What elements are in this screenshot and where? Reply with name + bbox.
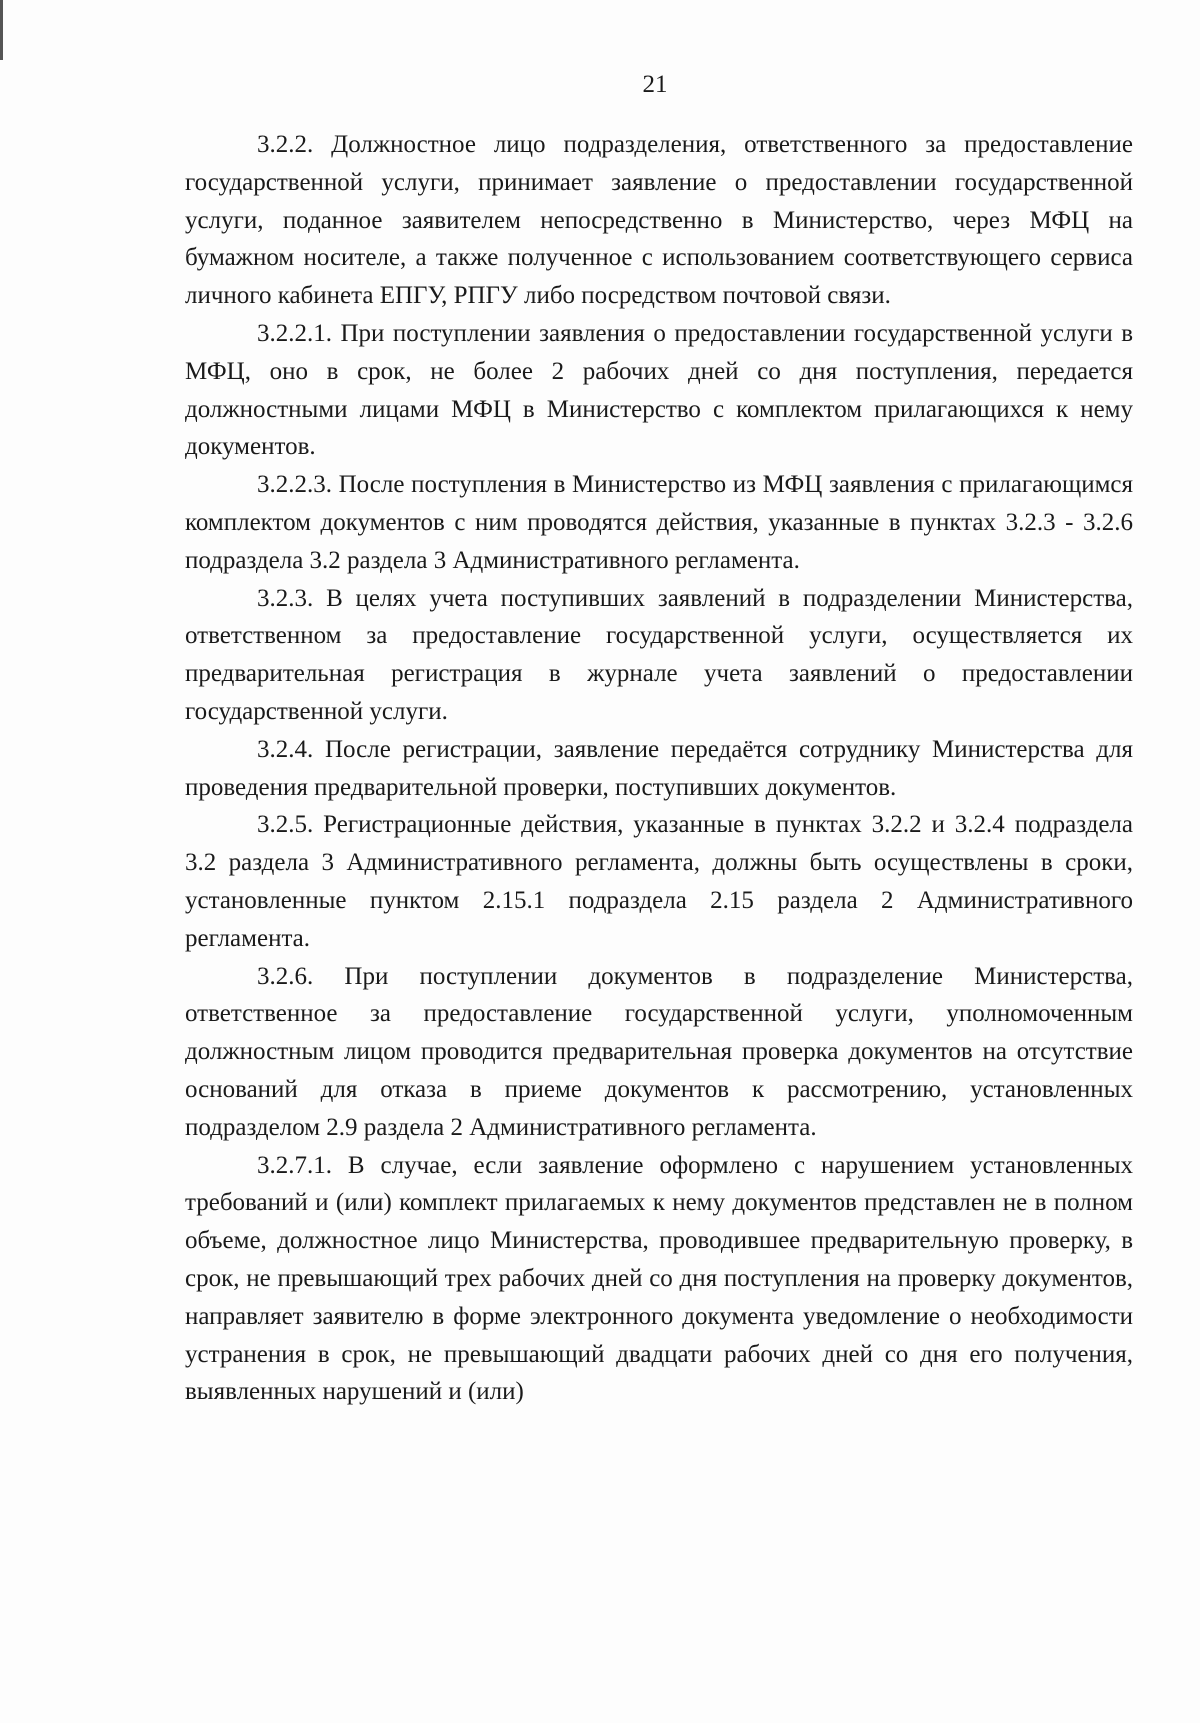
paragraph-3-2-2-1: 3.2.2.1. При поступлении заявления о предоставлении государственной услуги в МФЦ, оно в срок, не более 2 рабочих дней со дня поступления, передается должностными лицами МФЦ в Министерство с комплектом прилагающихся к нему документов. [185, 319, 1133, 461]
document-body [185, 126, 1133, 1411]
paragraph-3-2-3: 3.2.3. В целях учета поступивших заявлений в подразделении Министерства, ответственном за предоставление государственной услуги, осуществляется их предварительная регистрация в журнале учета заявлений о предоставлении государственной услуги. [185, 584, 1133, 725]
paragraph-3-2-5: 3.2.5. Регистрационные действия, указанные в пунктах 3.2.2 и 3.2.4 подраздела 3.2 раздела 3 Административного регламента, должны быть осуществлены в сроки, установленные пунктом 2.15.1 подраздела 2.15 раздела 2 Административного регламента. [185, 811, 1133, 952]
scan-edge-mark [0, 0, 3, 60]
paragraph-3-2-4: 3.2.4. После регистрации, заявление передаётся сотруднику Министерства для проведения предварительной проверки, поступивших документов. [185, 735, 1133, 801]
page-number: 21 [642, 71, 668, 98]
paragraph-3-2-2-3: 3.2.2.3. После поступления в Министерство из МФЦ заявления с прилагающимся комплектом документов с ним проводятся действия, указанные в пунктах 3.2.3 - 3.2.6 подраздела 3.2 раздела 3 Административного регламента. [185, 471, 1133, 574]
paragraph-3-2-6: 3.2.6. При поступлении документов в подразделение Министерства, ответственное за предоставление государственной услуги, уполномоченным должностным лицом проводится предварительная проверка документов на отсутствие оснований для отказа в приеме документов к рассмотрению, установленных подразделом 2.9 раздела 2 Административного регламента. [185, 962, 1133, 1141]
paragraph-3-2-2: 3.2.2. Должностное лицо подразделения, ответственного за предоставление государственной услуги, принимает заявление о предоставлении государственной услуги, поданное заявителем непосредственно в Министерство, через МФЦ на бумажном носителе, а также полученное с использованием соответствующего сервиса личного кабинета ЕПГУ, РПГУ либо посредством почтовой связи. [185, 131, 1133, 310]
paragraph-3-2-7-1: 3.2.7.1. В случае, если заявление оформлено с нарушением установленных требований и (или) комплект прилагаемых к нему документов представлен не в полном объеме, должностное лицо Министерства, проводившее предварительную проверку, в срок, не превышающий трех рабочих дней со дня поступления на проверку документов, направляет заявителю в форме электронного документа уведомление о необходимости устранения в срок, не превышающий двадцати рабочих дней со дня его получения, выявленных нарушений и (или) [185, 1151, 1133, 1406]
